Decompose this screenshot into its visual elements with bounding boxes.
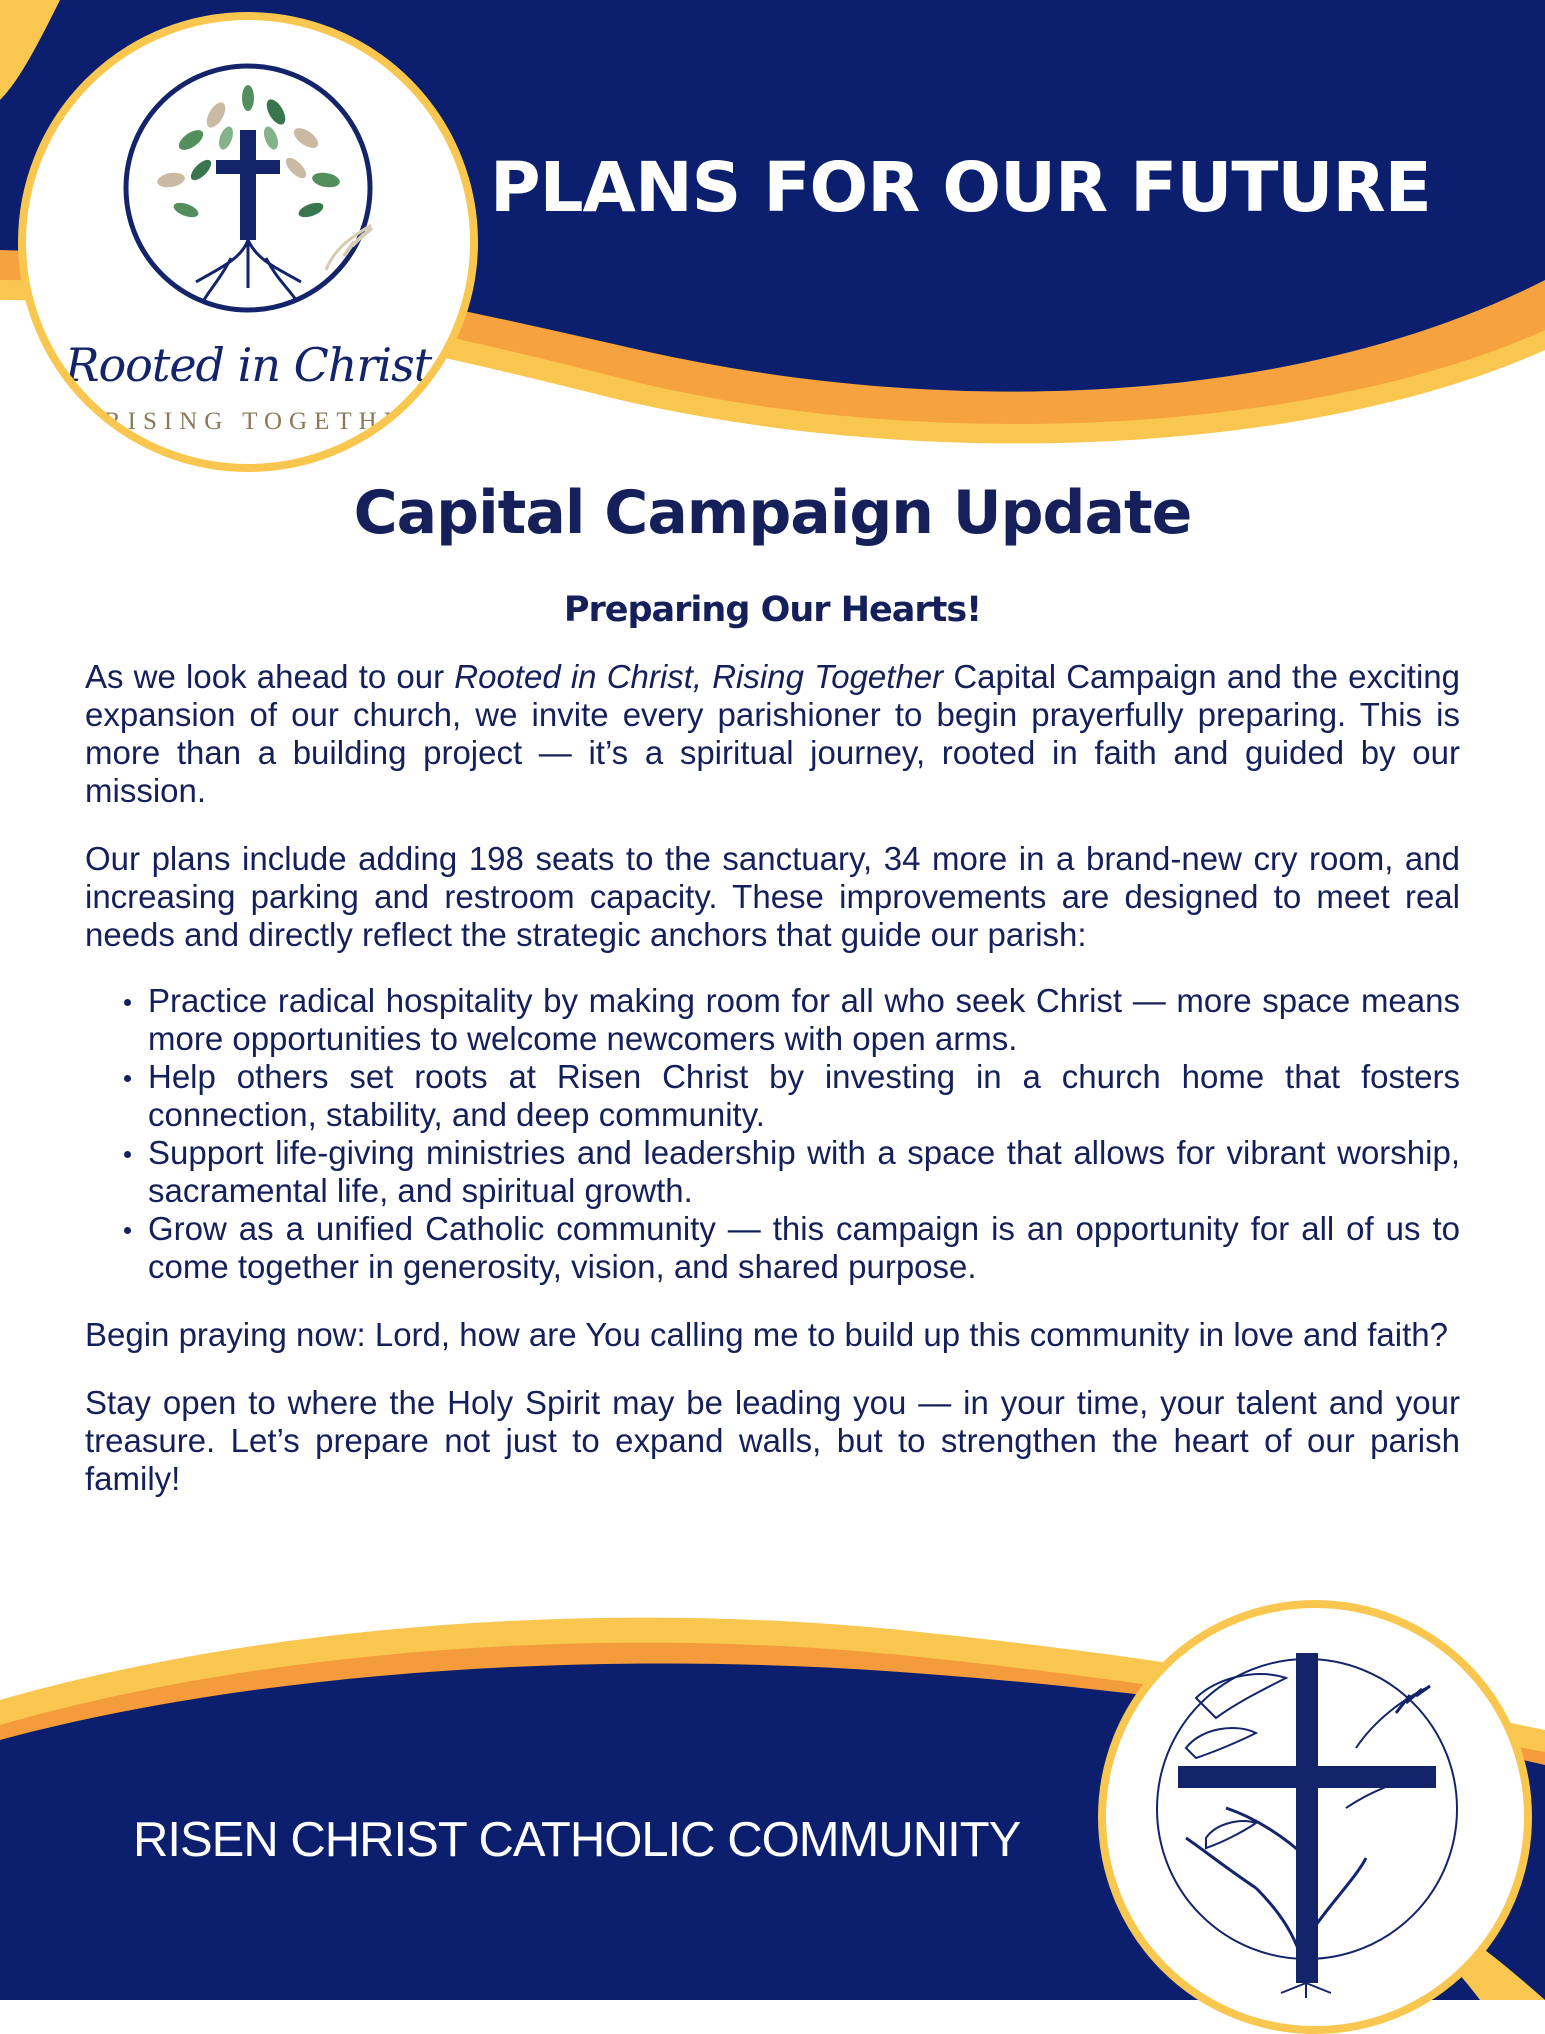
- logo-badge: [18, 12, 478, 472]
- cross-badge: [1098, 1600, 1532, 2034]
- page-header-title: PLANS FOR OUR FUTURE: [490, 148, 1431, 228]
- main-content: [85, 478, 1460, 1498]
- list-item: Help others set roots at Risen Christ by investing in a church home that fosters connection, stability, and deep community.: [148, 1058, 1460, 1133]
- logo-title: Rooted in Christ: [64, 338, 432, 392]
- prayer-paragraph: Begin praying now: Lord, how are You calling me to build up this community in love and faith?: [85, 1316, 1448, 1353]
- main-title: Capital Campaign Update: [353, 478, 1192, 548]
- cross-tree-icon: [1106, 1608, 1508, 2010]
- campaign-name: Rooted in Christ, Rising Together: [454, 658, 944, 695]
- closing-paragraph: Stay open to where the Holy Spirit may be leading you — in your time, your talent and your treasure. Let’s prepare not just to expand walls, but to strengthen the heart of our parish family!: [85, 1384, 1460, 1497]
- list-item: Support life-giving ministries and leadership with a space that allows for vibrant worship, sacramental life, and spiritual growth.: [148, 1134, 1460, 1209]
- anchors-list: [85, 982, 1460, 1286]
- plans-paragraph: Our plans include adding 198 seats to the sanctuary, 34 more in a brand-new cry room, and increasing parking and restroom capacity. These improvements are designed to meet real needs and directly reflect the strategic anchors that guide our parish:: [85, 840, 1460, 953]
- intro-paragraph: As we look ahead to our Rooted in Christ, Rising Together Capital Campaign and the exciting expansion of our church, we invite every parishioner to begin prayerfully preparing. This is more than a building project — it’s a spiritual journey, rooted in faith and guided by our mission.: [85, 658, 1460, 809]
- tree-cross-icon: [26, 20, 470, 464]
- list-item: Practice radical hospitality by making room for all who seek Christ — more space means more opportunities to welcome newcomers with open arms.: [148, 982, 1460, 1057]
- footer-community-name: RISEN CHRIST CATHOLIC COMMUNITY: [133, 1813, 1021, 1867]
- list-item: Grow as a unified Catholic community — this campaign is an opportunity for all of us to come together in generosity, vision, and shared purpose.: [148, 1210, 1460, 1285]
- logo-subtitle: RISING TOGETHER: [104, 408, 430, 435]
- section-subtitle: Preparing Our Hearts!: [563, 590, 982, 630]
